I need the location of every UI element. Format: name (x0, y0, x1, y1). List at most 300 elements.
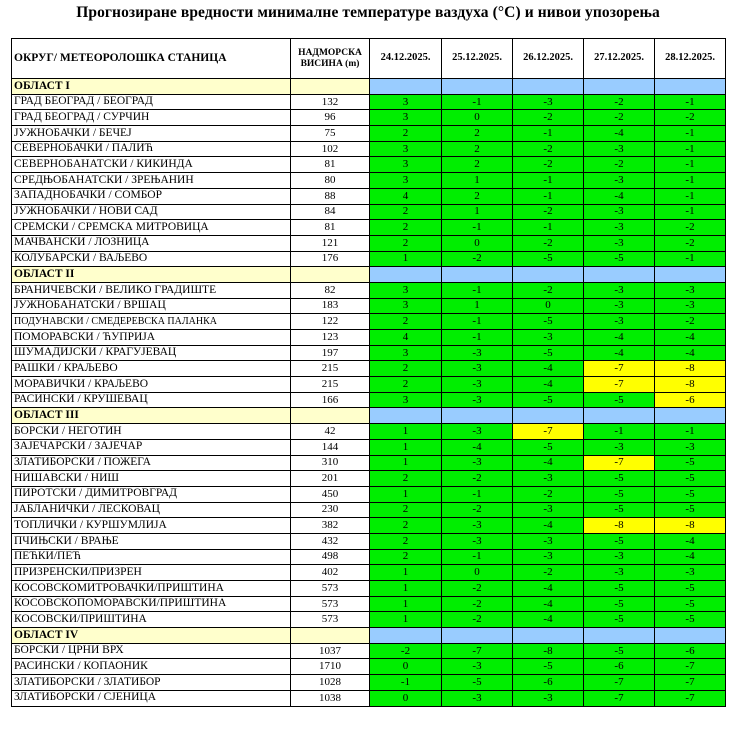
temperature-cell: -2 (513, 141, 584, 157)
temperature-cell: 2 (370, 377, 442, 393)
station-name: ЗЛАТИБОРСКИ / СЈЕНИЦА (12, 690, 291, 706)
temperature-cell: -1 (655, 251, 726, 267)
temperature-cell: -2 (584, 94, 655, 110)
temperature-cell-warning: -7 (584, 455, 655, 471)
header-row (12, 39, 726, 79)
temperature-cell: -1 (655, 141, 726, 157)
temperature-cell: -2 (584, 157, 655, 173)
temperature-cell: -1 (513, 173, 584, 189)
temperature-cell: -3 (655, 439, 726, 455)
temperature-cell: -2 (513, 235, 584, 251)
altitude-cell: 166 (291, 392, 370, 408)
temperature-cell: -3 (442, 361, 513, 377)
temperature-cell: 1 (442, 298, 513, 314)
table-row (12, 110, 726, 126)
temperature-cell: 2 (370, 204, 442, 220)
table-row (12, 188, 726, 204)
station-name: БРАНИЧЕВСКИ / ВЕЛИКО ГРАДИШТЕ (12, 282, 291, 298)
temperature-cell: -4 (584, 126, 655, 142)
temperature-cell: -2 (442, 502, 513, 518)
temperature-cell: 1 (370, 486, 442, 502)
region-band (584, 79, 655, 95)
temperature-cell: 1 (370, 612, 442, 628)
forecast-table (11, 38, 726, 707)
altitude-cell: 450 (291, 486, 370, 502)
table-row (12, 345, 726, 361)
altitude-cell: 215 (291, 377, 370, 393)
region-band (442, 267, 513, 283)
table-row (12, 471, 726, 487)
temperature-cell: -2 (655, 220, 726, 236)
station-name: СРЕДЊОБАНАТСКИ / ЗРЕЊАНИН (12, 173, 291, 189)
temperature-cell: -5 (584, 392, 655, 408)
region-band (655, 267, 726, 283)
temperature-cell: -4 (513, 377, 584, 393)
temperature-cell: -3 (442, 690, 513, 706)
temperature-cell: -5 (584, 486, 655, 502)
header-date: 27.12.2025. (584, 39, 655, 79)
station-name: ЗЛАТИБОРСКИ / ПОЖЕГА (12, 455, 291, 471)
header-date: 26.12.2025. (513, 39, 584, 79)
table-row (12, 251, 726, 267)
station-name: КОСОВСКОПОМОРАВСКИ/ПРИШТИНА (12, 596, 291, 612)
temperature-cell: -3 (513, 330, 584, 346)
temperature-cell: -3 (513, 502, 584, 518)
temperature-cell: 1 (370, 596, 442, 612)
station-name: ЗЛАТИБОРСКИ / ЗЛАТИБОР (12, 675, 291, 691)
station-name: МОРАВИЧКИ / КРАЉЕВО (12, 377, 291, 393)
station-name: ТОПЛИЧКИ / КУРШУМЛИЈА (12, 518, 291, 534)
table-row (12, 220, 726, 236)
altitude-cell: 1038 (291, 690, 370, 706)
region-row (12, 267, 726, 283)
temperature-cell: -3 (584, 235, 655, 251)
temperature-cell: 4 (370, 330, 442, 346)
region-band (370, 79, 442, 95)
temperature-cell: -7 (584, 690, 655, 706)
temperature-cell: 1 (442, 173, 513, 189)
table-row (12, 141, 726, 157)
temperature-cell: -5 (655, 502, 726, 518)
region-band (513, 267, 584, 283)
table-row (12, 377, 726, 393)
temperature-cell: -2 (442, 581, 513, 597)
region-name: ОБЛАСТ II (12, 267, 291, 283)
table-row (12, 675, 726, 691)
altitude-cell: 183 (291, 298, 370, 314)
temperature-cell: -2 (655, 314, 726, 330)
region-name: ОБЛАСТ IV (12, 628, 291, 644)
region-name: ОБЛАСТ III (12, 408, 291, 424)
temperature-cell: 1 (370, 424, 442, 440)
temperature-cell: 2 (370, 533, 442, 549)
station-name: РАСИНСКИ / КРУШЕВАЦ (12, 392, 291, 408)
altitude-cell: 144 (291, 439, 370, 455)
altitude-cell: 1028 (291, 675, 370, 691)
temperature-cell: -5 (655, 596, 726, 612)
temperature-cell: -3 (442, 533, 513, 549)
region-band (584, 267, 655, 283)
temperature-cell: 2 (370, 518, 442, 534)
temperature-cell: 1 (370, 565, 442, 581)
temperature-cell: -1 (655, 157, 726, 173)
station-name: ГРАД БЕОГРАД / БЕОГРАД (12, 94, 291, 110)
altitude-cell: 82 (291, 282, 370, 298)
temperature-cell: -7 (655, 690, 726, 706)
altitude-cell: 81 (291, 220, 370, 236)
table-row (12, 549, 726, 565)
temperature-cell: -3 (584, 204, 655, 220)
temperature-cell: -2 (655, 110, 726, 126)
temperature-cell: -4 (513, 518, 584, 534)
table-row (12, 94, 726, 110)
temperature-cell: -3 (655, 282, 726, 298)
table-row (12, 392, 726, 408)
station-name: МАЧВАНСКИ / ЛОЗНИЦА (12, 235, 291, 251)
temperature-cell: -1 (442, 330, 513, 346)
temperature-cell: -1 (442, 314, 513, 330)
altitude-cell: 197 (291, 345, 370, 361)
table-row (12, 486, 726, 502)
region-band (370, 408, 442, 424)
table-row (12, 173, 726, 189)
temperature-cell: -5 (584, 471, 655, 487)
station-name: СРЕМСКИ / СРЕМСКА МИТРОВИЦА (12, 220, 291, 236)
temperature-cell: -3 (584, 173, 655, 189)
temperature-cell: -3 (442, 377, 513, 393)
temperature-cell: 3 (370, 141, 442, 157)
temperature-cell: -3 (442, 392, 513, 408)
header-altitude: НАДМОРСКА ВИСИНА (m) (291, 39, 370, 79)
header-date: 24.12.2025. (370, 39, 442, 79)
page-title: Прогнозиране вредности минималне температуре ваздуха (°C) и нивои упозорења (76, 4, 660, 21)
temperature-cell: 2 (370, 471, 442, 487)
temperature-cell: 0 (513, 298, 584, 314)
station-name: ЈАБЛАНИЧКИ / ЛЕСКОВАЦ (12, 502, 291, 518)
region-spacer (291, 628, 370, 644)
temperature-cell: -5 (584, 612, 655, 628)
temperature-cell: -5 (655, 612, 726, 628)
temperature-cell: 3 (370, 392, 442, 408)
station-name: ЈУЖНОБАЧКИ / НОВИ САД (12, 204, 291, 220)
temperature-cell: -5 (584, 643, 655, 659)
table-row (12, 330, 726, 346)
temperature-cell-warning: -7 (584, 361, 655, 377)
region-band (442, 628, 513, 644)
temperature-cell: -1 (442, 282, 513, 298)
altitude-cell: 402 (291, 565, 370, 581)
temperature-cell: 2 (370, 361, 442, 377)
temperature-cell: -1 (584, 424, 655, 440)
table-row (12, 565, 726, 581)
temperature-cell: -4 (655, 549, 726, 565)
region-band (442, 79, 513, 95)
temperature-cell: 2 (370, 126, 442, 142)
table-row (12, 612, 726, 628)
temperature-cell: -3 (584, 141, 655, 157)
table-row (12, 439, 726, 455)
temperature-cell: -5 (513, 314, 584, 330)
temperature-cell-warning: -7 (584, 377, 655, 393)
region-band (370, 267, 442, 283)
temperature-cell: -3 (442, 345, 513, 361)
temperature-cell-warning: -8 (655, 377, 726, 393)
header-station: ОКРУГ/ МЕТЕОРОЛОШКА СТАНИЦА (12, 39, 291, 79)
temperature-cell: -5 (655, 471, 726, 487)
temperature-cell: 3 (370, 282, 442, 298)
table-row (12, 235, 726, 251)
temperature-cell: -4 (655, 533, 726, 549)
temperature-cell: -5 (513, 439, 584, 455)
station-name: ПИРОТСКИ / ДИМИТРОВГРАД (12, 486, 291, 502)
temperature-cell: -2 (513, 282, 584, 298)
temperature-cell: 0 (442, 235, 513, 251)
temperature-cell: -3 (513, 549, 584, 565)
region-band (584, 408, 655, 424)
altitude-cell: 84 (291, 204, 370, 220)
region-band (513, 628, 584, 644)
temperature-cell: 1 (370, 251, 442, 267)
temperature-cell: -3 (442, 424, 513, 440)
temperature-cell: -3 (584, 282, 655, 298)
station-name: ГРАД БЕОГРАД / СУРЧИН (12, 110, 291, 126)
table-row (12, 157, 726, 173)
temperature-cell: -1 (442, 94, 513, 110)
temperature-cell: -7 (655, 675, 726, 691)
temperature-cell: -4 (513, 361, 584, 377)
table-row (12, 518, 726, 534)
station-name: ЈУЖНОБАНАТСКИ / ВРШАЦ (12, 298, 291, 314)
temperature-cell: -1 (655, 94, 726, 110)
temperature-cell: -3 (655, 565, 726, 581)
temperature-cell: -4 (513, 612, 584, 628)
altitude-cell: 432 (291, 533, 370, 549)
temperature-cell: 3 (370, 157, 442, 173)
temperature-cell: 3 (370, 173, 442, 189)
temperature-cell: -5 (584, 251, 655, 267)
temperature-cell: -1 (513, 188, 584, 204)
temperature-cell-warning: -8 (655, 361, 726, 377)
region-band (655, 408, 726, 424)
altitude-cell: 132 (291, 94, 370, 110)
temperature-cell-warning: -6 (655, 392, 726, 408)
temperature-cell: 2 (442, 126, 513, 142)
altitude-cell: 75 (291, 126, 370, 142)
temperature-cell: -3 (513, 94, 584, 110)
temperature-cell: -1 (513, 126, 584, 142)
temperature-cell: -1 (513, 220, 584, 236)
temperature-cell: -6 (584, 659, 655, 675)
temperature-cell: -4 (513, 581, 584, 597)
temperature-cell: -3 (513, 471, 584, 487)
temperature-cell: 1 (370, 439, 442, 455)
altitude-cell: 88 (291, 188, 370, 204)
header-date: 25.12.2025. (442, 39, 513, 79)
region-spacer (291, 267, 370, 283)
temperature-cell: -5 (584, 596, 655, 612)
temperature-cell: -2 (442, 612, 513, 628)
table-row (12, 643, 726, 659)
station-name: СЕВЕРНОБАНАТСКИ / КИКИНДА (12, 157, 291, 173)
temperature-cell: 1 (370, 581, 442, 597)
station-name: ПОМОРАВСКИ / ЋУПРИЈА (12, 330, 291, 346)
temperature-cell: -7 (442, 643, 513, 659)
temperature-cell: -3 (655, 298, 726, 314)
temperature-cell: 1 (442, 204, 513, 220)
temperature-cell: -4 (513, 596, 584, 612)
table-row (12, 455, 726, 471)
temperature-cell: 2 (442, 188, 513, 204)
region-row (12, 628, 726, 644)
temperature-cell: 3 (370, 94, 442, 110)
region-band (513, 408, 584, 424)
region-row (12, 79, 726, 95)
temperature-cell: -4 (584, 188, 655, 204)
altitude-cell: 42 (291, 424, 370, 440)
temperature-cell: -2 (584, 110, 655, 126)
temperature-cell: -1 (655, 424, 726, 440)
temperature-cell: -5 (513, 659, 584, 675)
temperature-cell: -2 (513, 110, 584, 126)
region-band (584, 628, 655, 644)
temperature-cell: -6 (655, 643, 726, 659)
table-row (12, 204, 726, 220)
table-row (12, 596, 726, 612)
station-name: ПЕЋКИ/ПЕЋ (12, 549, 291, 565)
temperature-cell: -8 (513, 643, 584, 659)
altitude-cell: 201 (291, 471, 370, 487)
temperature-cell: -1 (442, 486, 513, 502)
station-name: ПЧИЊСКИ / ВРАЊЕ (12, 533, 291, 549)
temperature-cell: -2 (442, 596, 513, 612)
station-name: РАСИНСКИ / КОПАОНИК (12, 659, 291, 675)
altitude-cell: 573 (291, 581, 370, 597)
temperature-cell: 2 (370, 220, 442, 236)
temperature-cell: 3 (370, 110, 442, 126)
temperature-cell: -2 (370, 643, 442, 659)
region-name: ОБЛАСТ I (12, 79, 291, 95)
temperature-cell: -5 (584, 581, 655, 597)
temperature-cell: 2 (370, 314, 442, 330)
temperature-cell: -3 (584, 565, 655, 581)
station-name: БОРСКИ / ЦРНИ ВРХ (12, 643, 291, 659)
temperature-cell: -1 (370, 675, 442, 691)
temperature-cell: 3 (370, 345, 442, 361)
altitude-cell: 310 (291, 455, 370, 471)
station-name: ЗАПАДНОБАЧКИ / СОМБОР (12, 188, 291, 204)
altitude-cell: 573 (291, 596, 370, 612)
region-band (513, 79, 584, 95)
altitude-cell: 122 (291, 314, 370, 330)
altitude-cell: 573 (291, 612, 370, 628)
temperature-cell: -1 (442, 220, 513, 236)
table-row (12, 502, 726, 518)
altitude-cell: 81 (291, 157, 370, 173)
temperature-cell-warning: -8 (584, 518, 655, 534)
temperature-cell-warning: -8 (655, 518, 726, 534)
temperature-cell: 2 (370, 549, 442, 565)
temperature-cell: -3 (442, 455, 513, 471)
table-row (12, 690, 726, 706)
temperature-cell: -2 (655, 235, 726, 251)
region-row (12, 408, 726, 424)
region-band (655, 628, 726, 644)
station-name: СЕВЕРНОБАЧКИ / ПАЛИЋ (12, 141, 291, 157)
station-name: ЗАЈЕЧАРСКИ / ЗАЈЕЧАР (12, 439, 291, 455)
temperature-cell: -1 (655, 188, 726, 204)
station-name: КОСОВСКИ/ПРИШТИНА (12, 612, 291, 628)
altitude-cell: 498 (291, 549, 370, 565)
region-band (442, 408, 513, 424)
temperature-cell: -5 (442, 675, 513, 691)
table-row (12, 126, 726, 142)
altitude-cell: 382 (291, 518, 370, 534)
station-name: НИШАВСКИ / НИШ (12, 471, 291, 487)
altitude-cell: 1037 (291, 643, 370, 659)
temperature-cell: 4 (370, 188, 442, 204)
table-row (12, 581, 726, 597)
temperature-cell: -2 (442, 251, 513, 267)
temperature-cell: -3 (584, 549, 655, 565)
temperature-cell: -7 (584, 675, 655, 691)
temperature-cell: -1 (655, 173, 726, 189)
temperature-cell: -4 (655, 345, 726, 361)
region-spacer (291, 408, 370, 424)
temperature-cell: -3 (584, 314, 655, 330)
temperature-cell: -3 (584, 298, 655, 314)
temperature-cell: -6 (513, 675, 584, 691)
temperature-cell-warning: -7 (513, 424, 584, 440)
temperature-cell: -4 (584, 330, 655, 346)
temperature-cell: -2 (513, 486, 584, 502)
forecast-table-body (12, 79, 726, 707)
temperature-cell: 0 (442, 565, 513, 581)
altitude-cell: 176 (291, 251, 370, 267)
station-name: КОЛУБАРСКИ / ВАЉЕВО (12, 251, 291, 267)
temperature-cell: -3 (513, 690, 584, 706)
temperature-cell: -4 (513, 455, 584, 471)
temperature-cell: -5 (513, 392, 584, 408)
region-band (655, 79, 726, 95)
temperature-cell: -4 (655, 330, 726, 346)
temperature-cell: -1 (655, 204, 726, 220)
table-row (12, 282, 726, 298)
temperature-cell: -7 (655, 659, 726, 675)
temperature-cell: -3 (513, 533, 584, 549)
region-band (370, 628, 442, 644)
temperature-cell: -5 (655, 581, 726, 597)
altitude-cell: 230 (291, 502, 370, 518)
temperature-cell: -5 (584, 502, 655, 518)
header-date: 28.12.2025. (655, 39, 726, 79)
altitude-cell: 121 (291, 235, 370, 251)
temperature-cell: -1 (655, 126, 726, 142)
temperature-cell: -2 (442, 471, 513, 487)
table-row (12, 533, 726, 549)
temperature-cell: -4 (442, 439, 513, 455)
temperature-cell: 0 (370, 690, 442, 706)
table-row (12, 424, 726, 440)
temperature-cell: -3 (584, 439, 655, 455)
station-name: ШУМАДИЈСКИ / КРАГУЈЕВАЦ (12, 345, 291, 361)
temperature-cell: -4 (584, 345, 655, 361)
altitude-cell: 96 (291, 110, 370, 126)
temperature-cell: -2 (513, 204, 584, 220)
altitude-cell: 123 (291, 330, 370, 346)
table-row (12, 659, 726, 675)
station-name: ПРИЗРЕНСКИ/ПРИЗРЕН (12, 565, 291, 581)
station-name: КОСОВСКОМИТРОВАЧКИ/ПРИШТИНА (12, 581, 291, 597)
